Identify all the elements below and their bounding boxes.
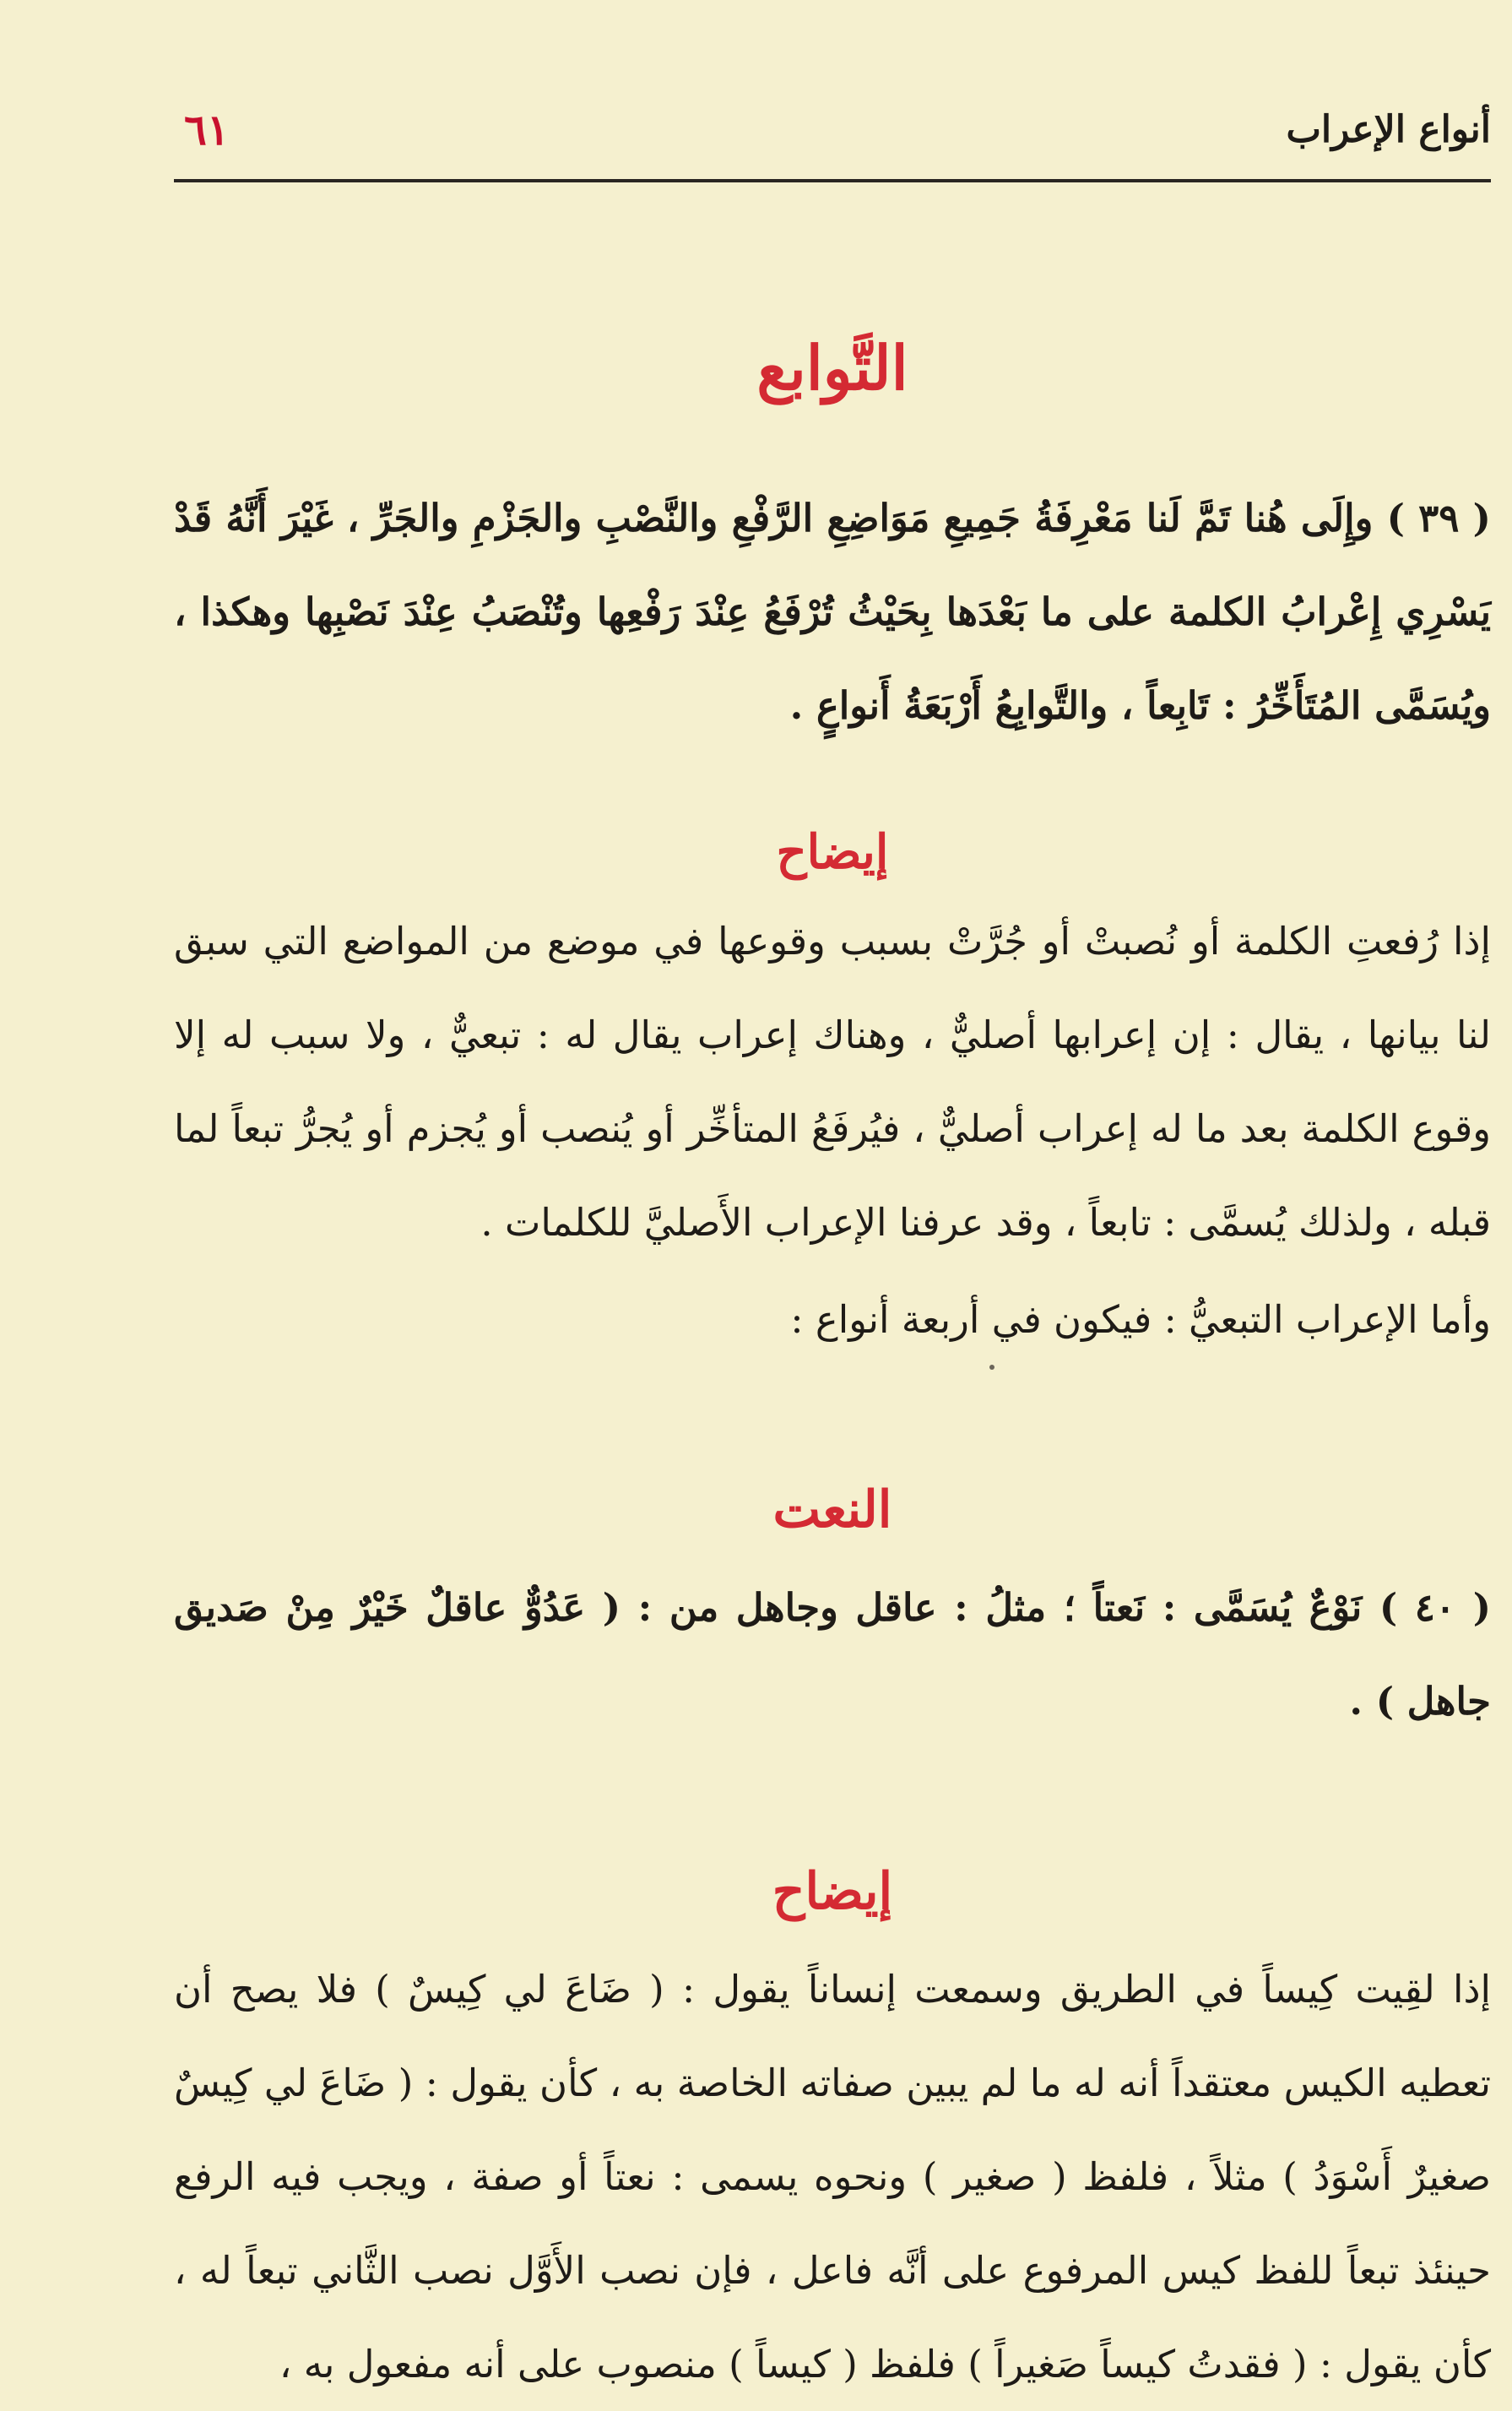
chapter-title: أنواع الإعراب xyxy=(1286,108,1491,151)
heading-explanation-1: إيضاح xyxy=(776,824,889,880)
paragraph-40: ( ٤٠ ) نَوْعٌ يُسَمَّى : نَعتاً ؛ مثلُ : عاقل وجاهل من : ( عَدُوٌّ عاقلٌ خَيْرٌ مِنْ صَديق جاهل ) . xyxy=(174,1585,1491,1724)
explanation-2: إذا لقِيت كِيساً في الطريق وسمعت إنساناً يقول : ( ضَاعَ لي كِيسٌ ) فلا يصح أن تعطيه الكيس معتقداً أنه له ما لم يبين صفاته الخاصة به ، كأن يقول : ( ضَاعَ لي كِيسٌ صغيرٌ أَسْوَدُ ) مثلاً ، فلفظ ( صغير ) ونحوه يسمى : نعتاً أو صفة ، ويجب فيه الرفع حينئذ تبعاً للفظ كيس المرفوع على أنَّه فاعل ، فإن نصب الأَوَّل نصب الثَّاني تبعاً له ، كأن يقول : ( فقدتُ كيساً صَغيراً ) فلفظ ( كيساً ) منصوب على أنه مفعول به ، xyxy=(174,1967,1491,2387)
page-content xyxy=(174,332,1491,2411)
explanation-1-continued: وأما الإعراب التبعيُّ : فيكون في أربعة أنواع : xyxy=(790,1297,1491,1342)
heading-tawabi: التَّوابع xyxy=(756,332,908,404)
heading-explanation-2: إيضاح xyxy=(772,1862,893,1921)
print-speck xyxy=(989,1365,994,1370)
page-number: ٦١ xyxy=(184,105,230,155)
paragraph-39: ( ٣٩ ) وإِلَى هُنا تَمَّ لَنا مَعْرِفَةُ جَمِيعِ مَوَاضِعِ الرَّفْعِ والنَّصْبِ والجَزْمِ والجَرِّ ، غَيْرَ أَنَّهُ قَدْ يَسْرِي إِعْرابُ الكلمة على ما بَعْدَها بِحَيْثُ تُرْفَعُ عِنْدَ رَفْعِها وتُنْصَبُ عِنْدَ نَصْبِها وهكذا ، ويُسَمَّى المُتَأَخِّرُ : تَابِعاً ، والتَّوابِعُ أَرْبَعَةُ أَنواعٍ . xyxy=(174,496,1491,728)
running-header xyxy=(174,105,1491,184)
header-rule xyxy=(174,179,1491,182)
explanation-1: إذا رُفعتِ الكلمة أو نُصبتْ أو جُرَّتْ بسبب وقوعها في موضع من المواضع التي سبق لنا بيانها ، يقال : إن إعرابها أصليٌّ ، وهناك إعراب يقال له : تبعيٌّ ، ولا سبب له إلا وقوع الكلمة بعد ما له إعراب أصليٌّ ، فيُرفَعُ المتأخِّر أو يُنصب أو يُجزم أو يُجرُّ تبعاً لما قبله ، ولذلك يُسمَّى : تابعاً ، وقد عرفنا الإعراب الأَصليَّ للكلمات . xyxy=(174,919,1491,1245)
heading-naat: النعت xyxy=(772,1480,892,1539)
